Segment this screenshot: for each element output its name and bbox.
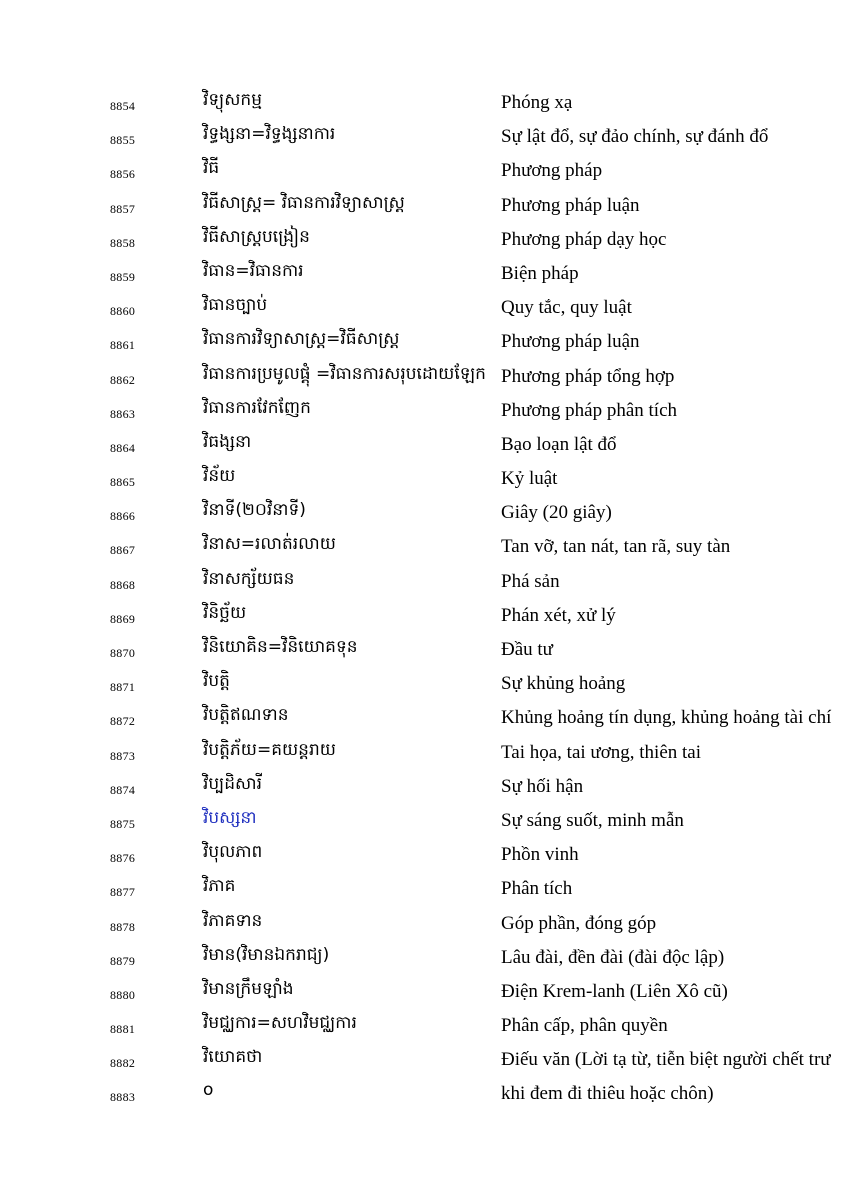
khmer-term: វិបត្តិភ័យ=គយន្តរាយ bbox=[203, 739, 336, 760]
vietnamese-translation: Phán xét, xử lý bbox=[501, 604, 616, 626]
khmer-term: វិធានការប្រមូលផ្តុំ =វិធានការសរុបដោយឡែក bbox=[203, 363, 486, 384]
khmer-term: វិធានការវិទ្យាសាស្ត្រ=វិធីសាស្ត្រ bbox=[203, 329, 400, 350]
khmer-term: វិទ្ធង្សនា=វិទ្ធង្សនាការ bbox=[203, 124, 336, 145]
khmer-term: វិភាគទាន bbox=[203, 910, 263, 931]
entry-number: 8865 bbox=[110, 475, 136, 490]
entry-number: 8873 bbox=[110, 748, 136, 763]
vietnamese-translation: Sự hối hận bbox=[501, 775, 584, 797]
entry-row bbox=[0, 257, 848, 291]
entry-row bbox=[0, 530, 848, 564]
khmer-term: វិធង្សនា bbox=[203, 431, 252, 452]
vietnamese-translation: Kỷ luật bbox=[501, 468, 558, 490]
entry-number: 8859 bbox=[110, 269, 136, 284]
khmer-term: វិបត្តិឥណទាន bbox=[203, 705, 289, 726]
vietnamese-translation: Quy tắc, quy luật bbox=[501, 297, 632, 319]
entry-number: 8866 bbox=[110, 509, 136, 524]
khmer-term: វិបស្សនា bbox=[203, 807, 257, 828]
entry-number: 8872 bbox=[110, 714, 136, 729]
khmer-term: វិធីសាស្ត្របង្រៀន bbox=[203, 226, 310, 247]
entry-number: 8868 bbox=[110, 577, 136, 592]
vietnamese-translation: Sự khủng hoảng bbox=[501, 673, 626, 695]
vietnamese-translation: khi đem đi thiêu hoặc chôn) bbox=[501, 1083, 714, 1105]
khmer-term: វិធីសាស្ត្រ= វិធានការវិទ្យាសាស្ត្រ bbox=[203, 192, 405, 213]
vietnamese-translation: Phóng xạ bbox=[501, 92, 573, 113]
entry-number: 8875 bbox=[110, 816, 136, 831]
vietnamese-translation: Biện pháp bbox=[501, 262, 579, 284]
khmer-term: វិធី bbox=[203, 158, 220, 179]
khmer-term: វិធាន=វិធានការ bbox=[203, 260, 304, 281]
entry-row bbox=[0, 599, 848, 633]
vietnamese-translation: Phân tích bbox=[501, 878, 573, 900]
vietnamese-translation: Tan vỡ, tan nát, tan rã, suy tàn bbox=[501, 536, 731, 558]
vietnamese-translation: Giây (20 giây) bbox=[501, 502, 612, 524]
entry-number: 8856 bbox=[110, 167, 136, 182]
entry-number: 8870 bbox=[110, 646, 136, 660]
khmer-term: វិន័យ bbox=[203, 466, 236, 487]
entry-number: 8864 bbox=[110, 440, 136, 455]
entry-number: 8862 bbox=[110, 372, 136, 387]
khmer-term: វិមជ្ឈការ=សហវិមជ្ឈការ bbox=[203, 1013, 357, 1034]
entry-row bbox=[0, 941, 848, 975]
entry-row bbox=[0, 1009, 848, 1043]
khmer-term: វិបុលភាព bbox=[203, 842, 263, 863]
vietnamese-translation: Bạo loạn lật đổ bbox=[501, 433, 617, 455]
khmer-term: វិមានក្រឹមឡាំង bbox=[203, 978, 294, 999]
entry-number: 8861 bbox=[110, 338, 136, 353]
entry-row bbox=[0, 907, 848, 941]
entry-row bbox=[0, 1043, 848, 1077]
entry-row bbox=[0, 360, 848, 394]
vietnamese-translation: Phồn vinh bbox=[501, 844, 579, 866]
vietnamese-translation: Sự lật đổ, sự đảo chính, sự đánh đổ bbox=[501, 126, 769, 148]
entry-row bbox=[0, 291, 848, 325]
entry-row bbox=[0, 120, 848, 154]
khmer-term: វិប្បដិសារី bbox=[203, 773, 263, 794]
vietnamese-translation: Góp phần, đóng góp bbox=[501, 912, 657, 934]
entry-number: 8867 bbox=[110, 543, 136, 558]
entry-row bbox=[0, 975, 848, 1009]
entry-number: 8857 bbox=[110, 201, 136, 216]
entry-row bbox=[0, 633, 848, 667]
entry-number: 8877 bbox=[110, 885, 136, 900]
vietnamese-translation: Phương pháp dạy học bbox=[501, 228, 667, 250]
vietnamese-translation: Phương pháp phân tích bbox=[501, 399, 678, 421]
entry-number: 8883 bbox=[110, 1090, 136, 1105]
entry-row bbox=[0, 394, 848, 428]
khmer-term: វិបត្តិ bbox=[203, 671, 230, 692]
khmer-term: វិធានច្បាប់ bbox=[203, 295, 268, 316]
entry-row bbox=[0, 872, 848, 906]
entry-row bbox=[0, 86, 848, 120]
entry-number: 8863 bbox=[110, 406, 136, 421]
entry-row bbox=[0, 701, 848, 735]
vietnamese-translation: Điếu văn (Lời tạ từ, tiễn biệt người chết trư bbox=[501, 1049, 831, 1071]
khmer-term: វិនិយោគិន=វិនិយោគទុន bbox=[203, 637, 358, 657]
entry-row bbox=[0, 565, 848, 599]
vietnamese-translation: Điện Krem-lanh (Liên Xô cũ) bbox=[501, 980, 728, 1002]
entry-row bbox=[0, 325, 848, 359]
entry-row bbox=[0, 1077, 848, 1111]
entry-row bbox=[0, 736, 848, 770]
entry-number: 8874 bbox=[110, 782, 136, 797]
entry-row bbox=[0, 838, 848, 872]
khmer-term: វិនាស=រលាត់រលាយ bbox=[203, 534, 336, 555]
vietnamese-translation: Sự sáng suốt, minh mẫn bbox=[501, 809, 684, 831]
khmer-term: វិទ្យុសកម្ម bbox=[203, 90, 263, 110]
entry-row bbox=[0, 804, 848, 838]
khmer-term: ο bbox=[203, 1080, 214, 1101]
khmer-term: វិមាន(វិមានឯករាជ្យ) bbox=[203, 944, 330, 965]
vietnamese-translation: Phá sản bbox=[501, 570, 560, 592]
vietnamese-translation: Phương pháp bbox=[501, 160, 603, 182]
entry-number: 8871 bbox=[110, 680, 136, 695]
entry-row bbox=[0, 154, 848, 188]
entry-number: 8878 bbox=[110, 919, 136, 934]
vietnamese-translation: Đầu tư bbox=[501, 639, 553, 660]
entry-number: 8876 bbox=[110, 851, 136, 866]
dictionary-entries bbox=[0, 86, 848, 1112]
entry-number: 8858 bbox=[110, 235, 136, 250]
vietnamese-translation: Phân cấp, phân quyền bbox=[501, 1015, 668, 1037]
entry-number: 8882 bbox=[110, 1056, 136, 1071]
entry-row bbox=[0, 428, 848, 462]
vietnamese-translation: Phương pháp luận bbox=[501, 331, 640, 353]
entry-number: 8869 bbox=[110, 611, 136, 626]
entry-number: 8880 bbox=[110, 987, 136, 1002]
vietnamese-translation: Khủng hoảng tín dụng, khủng hoảng tài chí bbox=[501, 707, 832, 729]
entry-number: 8854 bbox=[110, 99, 136, 113]
vietnamese-translation: Lâu đài, đền đài (đài độc lập) bbox=[501, 946, 725, 968]
entry-row bbox=[0, 223, 848, 257]
vietnamese-translation: Tai họa, tai ương, thiên tai bbox=[501, 741, 701, 763]
khmer-term: វិធានការវែកញែក bbox=[203, 397, 311, 418]
entry-row bbox=[0, 667, 848, 701]
khmer-term: វិនាសក្ស័យធន bbox=[203, 568, 295, 589]
khmer-term: វិនាទី(២០វិនាទី) bbox=[203, 500, 306, 521]
entry-row bbox=[0, 770, 848, 804]
vietnamese-translation: Phương pháp tổng hợp bbox=[501, 365, 675, 387]
vietnamese-translation: Phương pháp luận bbox=[501, 194, 640, 216]
khmer-term: វិនិច្ឆ័យ bbox=[203, 602, 247, 623]
entry-number: 8855 bbox=[110, 133, 136, 148]
entry-number: 8881 bbox=[110, 1022, 136, 1037]
khmer-term: វិភាគ bbox=[203, 876, 236, 897]
entry-number: 8879 bbox=[110, 953, 136, 968]
entry-row bbox=[0, 189, 848, 223]
entry-number: 8860 bbox=[110, 304, 136, 319]
entry-row bbox=[0, 496, 848, 530]
khmer-term: វិយោគថា bbox=[203, 1047, 263, 1068]
entry-row bbox=[0, 462, 848, 496]
